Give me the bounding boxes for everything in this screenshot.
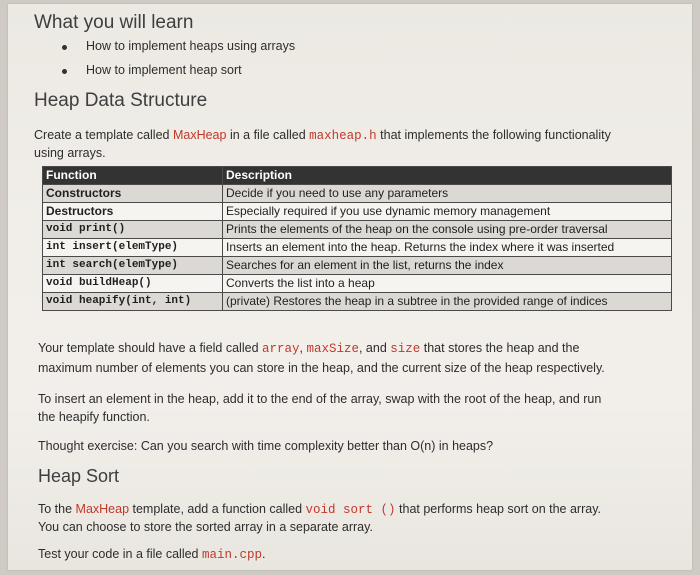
table-cell-description: Especially required if you use dynamic memory management xyxy=(223,203,672,221)
table-cell-description: Searches for an element in the list, returns the index xyxy=(223,257,672,275)
learn-heading: What you will learn xyxy=(34,12,194,33)
table-row xyxy=(43,185,672,203)
document-page xyxy=(8,4,692,570)
learn-item-1: How to implement heaps using arrays xyxy=(86,39,296,53)
heap-ds-heading: Heap Data Structure xyxy=(34,90,208,111)
fields-text: Your template should have a field called xyxy=(38,341,262,355)
table-cell-description: Prints the elements of the heap on the console using pre-order traversal xyxy=(223,221,672,239)
table-row xyxy=(43,221,672,239)
field-maxsize: maxSize xyxy=(306,342,359,356)
table-cell-function: void print() xyxy=(43,221,223,239)
intro-text: that implements the following functionality xyxy=(376,128,611,142)
sort-function: void sort () xyxy=(305,503,396,517)
test-text: Test your code in a file called xyxy=(38,547,202,561)
learn-item-2: How to implement heap sort xyxy=(86,63,242,77)
heap-sort-heading: Heap Sort xyxy=(38,466,120,486)
heap-sort-line2: You can choose to store the sorted array in a separate array. xyxy=(38,520,373,534)
table-cell-function: int insert(elemType) xyxy=(43,239,223,257)
heap-sort-paragraph xyxy=(38,500,601,520)
heap-sort-text: To the xyxy=(38,502,76,516)
table-row xyxy=(43,203,672,221)
insert-paragraph-line1: To insert an element in the heap, add it to the end of the array, swap with the root of the heap, and run xyxy=(38,392,602,406)
fields-paragraph-line2: maximum number of elements you can store in the heap, and the current size of the heap respectively. xyxy=(38,361,605,375)
test-text: . xyxy=(262,547,266,561)
file-name: maxheap.h xyxy=(309,129,377,143)
table-cell-description: Converts the list into a heap xyxy=(223,275,672,293)
intro-text: in a file called xyxy=(226,128,310,142)
heap-ds-intro xyxy=(34,126,611,146)
test-paragraph xyxy=(38,545,265,565)
field-size: size xyxy=(390,342,421,356)
heap-sort-text: that performs heap sort on the array. xyxy=(395,502,601,516)
class-name: MaxHeap xyxy=(75,502,130,516)
function-table xyxy=(42,166,672,311)
heap-ds-intro-line2: using arrays. xyxy=(34,146,106,160)
table-cell-description: Decide if you need to use any parameters xyxy=(223,185,672,203)
fields-text: , and xyxy=(358,341,391,355)
table-cell-function: int search(elemType) xyxy=(43,257,223,275)
insert-paragraph-line2: the heapify function. xyxy=(38,410,150,424)
table-row xyxy=(43,257,672,275)
fields-text: that stores the heap and the xyxy=(420,341,580,355)
table-row xyxy=(43,293,672,311)
heap-sort-text: template, add a function called xyxy=(129,502,306,516)
table-cell-function: void buildHeap() xyxy=(43,275,223,293)
bullet-icon xyxy=(62,45,67,50)
thought-exercise: Thought exercise: Can you search with time complexity better than O(n) in heaps? xyxy=(38,439,494,453)
fields-text: , xyxy=(299,341,307,355)
table-cell-description: (private) Restores the heap in a subtree in the provided range of indices xyxy=(223,293,672,311)
table-cell-function: void heapify(int, int) xyxy=(43,293,223,311)
table-cell-description: Inserts an element into the heap. Returns the index where it was inserted xyxy=(223,239,672,257)
class-name: MaxHeap xyxy=(172,128,227,142)
field-array: array xyxy=(262,342,300,356)
test-file-name: main.cpp xyxy=(201,548,262,562)
table-cell-function: Constructors xyxy=(43,185,223,203)
intro-text: Create a template called xyxy=(34,128,173,142)
fields-paragraph xyxy=(38,339,579,359)
table-header-function: Function xyxy=(43,167,223,185)
table-header-row xyxy=(43,167,672,185)
table-row xyxy=(43,239,672,257)
bullet-icon xyxy=(62,69,67,74)
table-header-description: Description xyxy=(223,167,672,185)
table-cell-function: Destructors xyxy=(43,203,223,221)
table-row xyxy=(43,275,672,293)
